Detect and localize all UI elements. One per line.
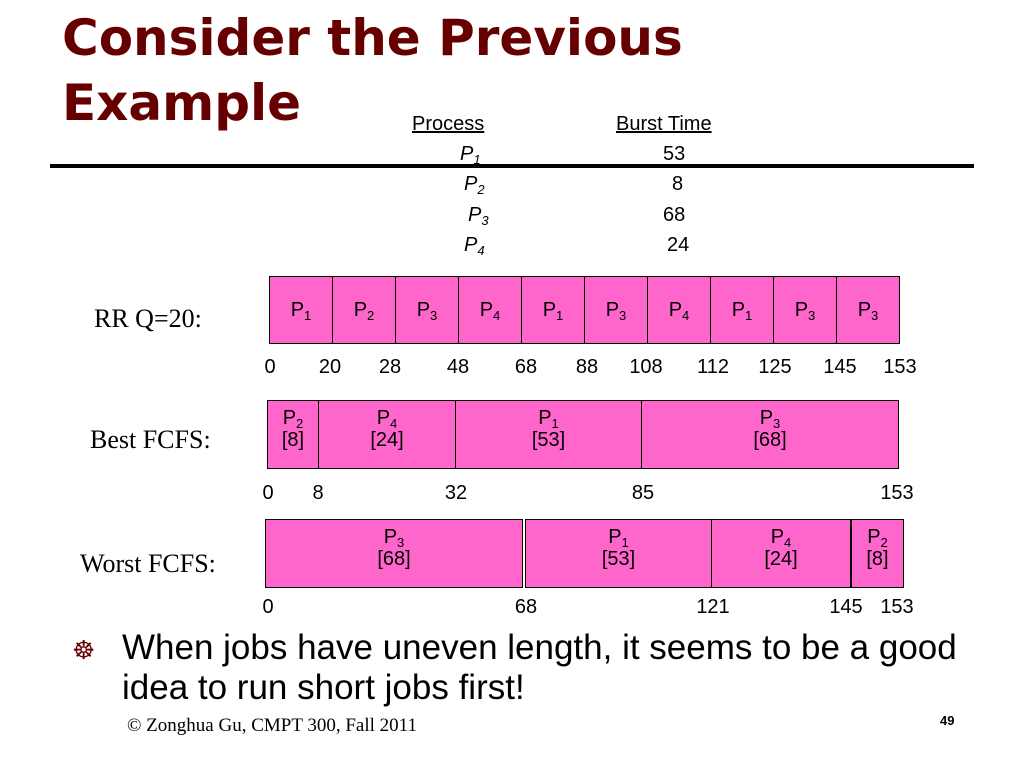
burst-time-value: 24 — [667, 234, 690, 256]
time-tick: 121 — [696, 596, 730, 618]
gantt-block: $P_3$ [68] — [265, 519, 523, 588]
process-name: $P_4$ — [464, 234, 485, 258]
time-tick: 8 — [312, 482, 324, 504]
burst-time-column-header: Burst Time — [616, 113, 712, 135]
wheel-bullet-icon: ☸ — [72, 635, 96, 665]
rr-gantt-chart — [270, 276, 900, 344]
time-tick: 28 — [378, 356, 402, 378]
process-column-header: Process — [412, 113, 485, 135]
gantt-block: $P_3$ — [836, 276, 900, 344]
gantt-block: $P_3$ — [584, 276, 648, 344]
burst-time-value: 53 — [663, 143, 686, 165]
gantt-block: $P_4$ — [647, 276, 711, 344]
best-fcfs-row-label: Best FCFS: — [90, 425, 211, 454]
worst-fcfs-gantt-chart — [266, 519, 904, 588]
time-tick: 68 — [514, 356, 538, 378]
gantt-block: $P_3$ — [773, 276, 837, 344]
time-tick: 68 — [514, 596, 538, 618]
worst-fcfs-row-label: Worst FCFS: — [80, 549, 216, 578]
gantt-block: $P_4$ [24] — [318, 400, 456, 469]
gantt-block: $P_1$ [53] — [455, 400, 642, 469]
time-tick: 145 — [823, 356, 857, 378]
time-tick: 108 — [629, 356, 663, 378]
gantt-block: $P_4$ [24] — [711, 519, 851, 588]
time-tick: 85 — [631, 482, 655, 504]
gantt-block: $P_1$ — [269, 276, 333, 344]
burst-time-value: 8 — [672, 173, 684, 195]
bullet-text: When jobs have uneven length, it seems to be a good idea to run short jobs first! — [122, 628, 957, 707]
process-row — [380, 234, 800, 264]
burst-time-value: 68 — [663, 204, 686, 226]
gantt-block: $P_4$ — [458, 276, 522, 344]
time-tick: 145 — [829, 596, 863, 618]
time-tick: 88 — [575, 356, 599, 378]
process-name: $P_3$ — [468, 204, 489, 228]
time-tick: 0 — [262, 482, 274, 504]
time-tick: 0 — [264, 356, 276, 378]
time-tick: 153 — [880, 596, 914, 618]
gantt-block: $P_2$ [8] — [851, 519, 904, 588]
slide-title-line-1: Consider the Previous — [62, 9, 683, 67]
time-tick: 0 — [262, 596, 274, 618]
process-row — [380, 204, 800, 234]
process-row — [380, 173, 800, 203]
process-name: $P_2$ — [464, 173, 485, 197]
time-tick: 32 — [444, 482, 468, 504]
best-fcfs-gantt-chart — [268, 400, 899, 469]
slide-title-line-2: Example — [62, 74, 302, 132]
time-tick: 20 — [318, 356, 342, 378]
time-tick: 112 — [697, 356, 729, 378]
gantt-block: $P_3$ [68] — [641, 400, 899, 469]
page-number: 49 — [940, 713, 955, 728]
time-tick: 125 — [758, 356, 792, 378]
gantt-block: $P_2$ [8] — [267, 400, 319, 469]
gantt-block: $P_3$ — [395, 276, 459, 344]
time-tick: 48 — [446, 356, 470, 378]
gantt-block: $P_1$ — [710, 276, 774, 344]
rr-row-label: RR Q=20: — [94, 304, 202, 333]
gantt-block: $P_2$ — [332, 276, 396, 344]
process-row — [380, 143, 800, 173]
footer-copyright: © Zonghua Gu, CMPT 300, Fall 2011 — [127, 715, 417, 736]
gantt-block: $P_1$ — [521, 276, 585, 344]
gantt-block: $P_1$ [53] — [525, 519, 712, 588]
time-tick: 153 — [883, 356, 917, 378]
time-tick: 153 — [880, 482, 914, 504]
process-name: $P_1$ — [460, 143, 481, 167]
